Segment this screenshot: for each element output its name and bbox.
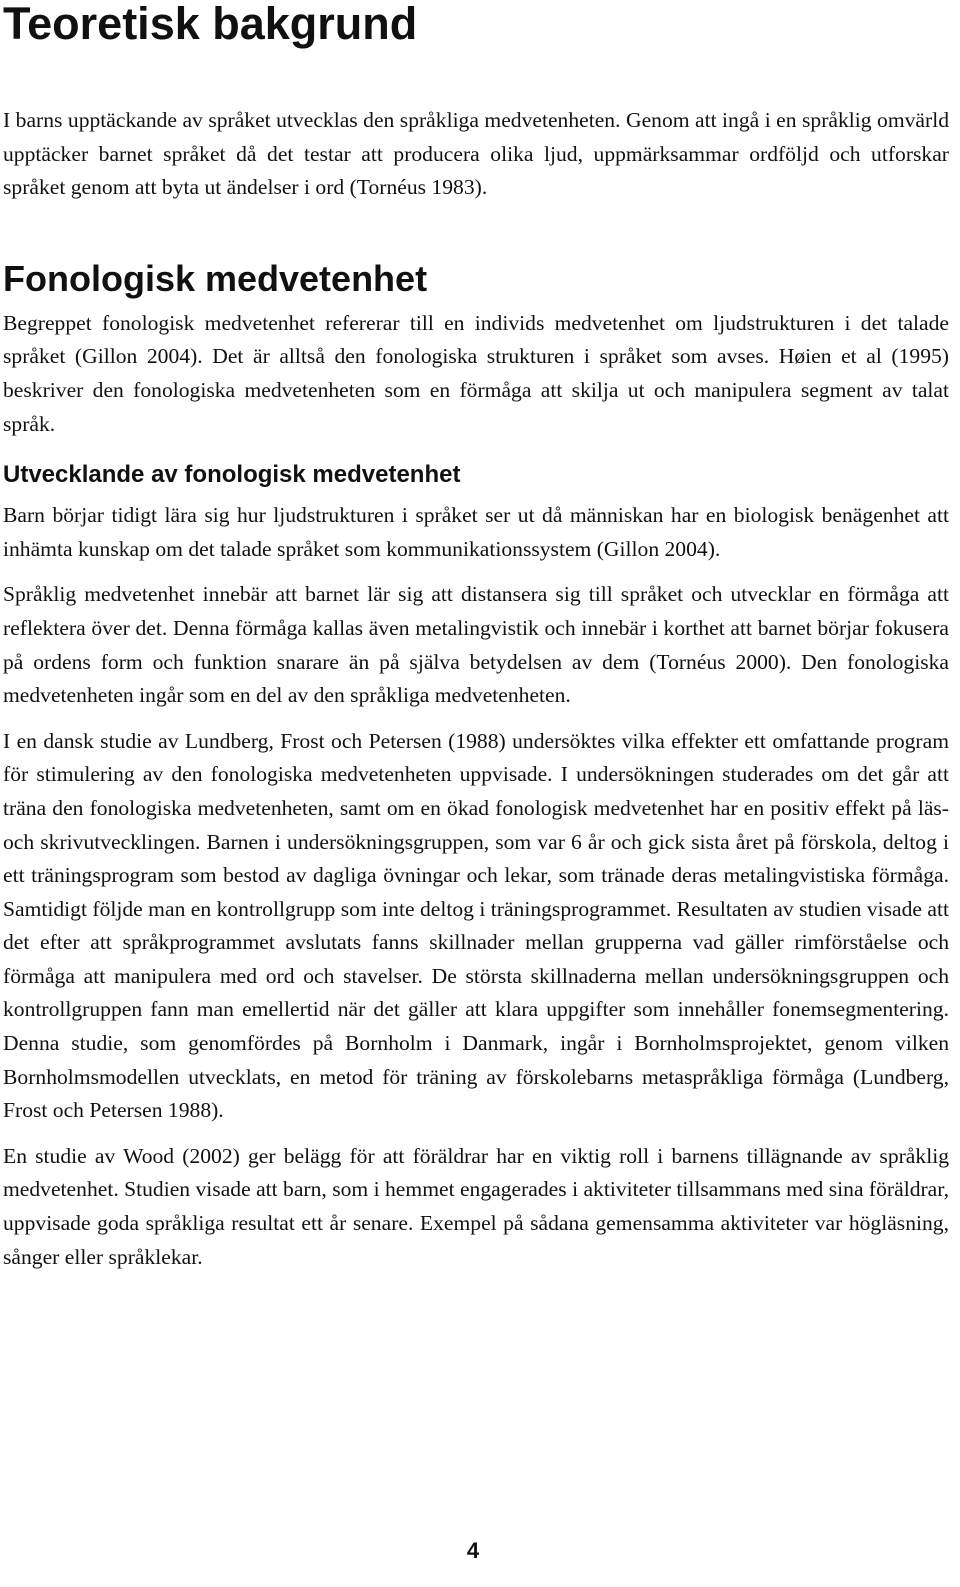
subsection-paragraph-3: I en dansk studie av Lundberg, Frost och Petersen (1988) undersöktes vilka effekter ett omfattande program för stimulering av den fonologiska medvetenheten uppvisade. I undersökningen studerades om det går att träna den fonologiska medvetenheten, samt om en ökad fonologisk medvetenhet har en positiv effekt på läs- och skrivutvecklingen. Barnen i undersökningsgruppen, som var 6 år och gick sista året på förskola, deltog i ett träningsprogram som bestod av dagliga övningar och lekar, som tränade deras metalingvistiska förmåga. Samtidigt följde man en kontrollgrupp som inte deltog i träningsprogrammet. Resultaten av studien visade att det efter att språkprogrammet avslutats fanns skillnader mellan grupperna vad gäller rimförståelse och förmåga att manipulera med ord och stavelser. De största skillnaderna mellan undersökningsgruppen och kontrollgruppen fann man emellertid när det gäller att klara uppgifter som innehåller fonemsegmentering. Denna studie, som genomfördes på Bornholm i Danmark, ingår i Bornholmsprojektet, genom vilken Bornholmsmodellen utvecklats, en metod för träning av förskolebarns metaspråkliga förmåga (Lundberg, Frost och Petersen 1988). [3, 728, 949, 1123]
intro-paragraph: I barns upptäckande av språket utvecklas den språkliga medvetenheten. Genom att ingå i en språklig omvärld upptäcker barnet språket då det testar att producera olika ljud, uppmärksammar ordföljd och utforskar språket genom att byta ut ändelser i ord (Tornéus 1983). [3, 108, 949, 200]
subsection-paragraph-1: Barn börjar tidigt lära sig hur ljudstrukturen i språket ser ut då människan har en biologisk benägenhet att inhämta kunskap om det talade språket som kommunikationssystem (Gillon 2004). [3, 503, 949, 561]
section-heading: Fonologisk medvetenhet [3, 257, 428, 299]
page-number: 4 [466, 1538, 480, 1563]
subsection-heading: Utvecklande av fonologisk medvetenhet [3, 461, 461, 489]
subsection-paragraph-4: En studie av Wood (2002) ger belägg för att föräldrar har en viktig roll i barnens tillägnande av språklig medvetenhet. Studien visade att barn, som i hemmet engagerades i aktiviteter tillsammans med sina föräldrar, uppvisade goda språkliga resultat ett år senare. Exempel på sådana gemensamma aktiviteter var högläsning, sånger eller språklekar. [3, 1143, 949, 1269]
page-title: Teoretisk bakgrund [3, 0, 418, 49]
section-paragraph: Begreppet fonologisk medvetenhet refererar till en individs medvetenhet om ljudstrukturen i det talade språket (Gillon 2004). Det är alltså den fonologiska strukturen i språket som avses. Høien et al (1995) beskriver den fonologiska medvetenheten som en förmåga att skilja ut och manipulera segment av talat språk. [3, 310, 949, 436]
document-page [3, 0, 949, 1274]
subsection-paragraph-2: Språklig medvetenhet innebär att barnet lär sig att distansera sig till språket och utvecklar en förmåga att reflektera över det. Denna förmåga kallas även metalingvistik och innebär i korthet att barnet börjar fokusera på ordens form och funktion snarare än på själva betydelsen av dem (Tornéus 2000). Den fonologiska medvetenheten ingår som en del av den språkliga medvetenheten. [3, 582, 949, 708]
